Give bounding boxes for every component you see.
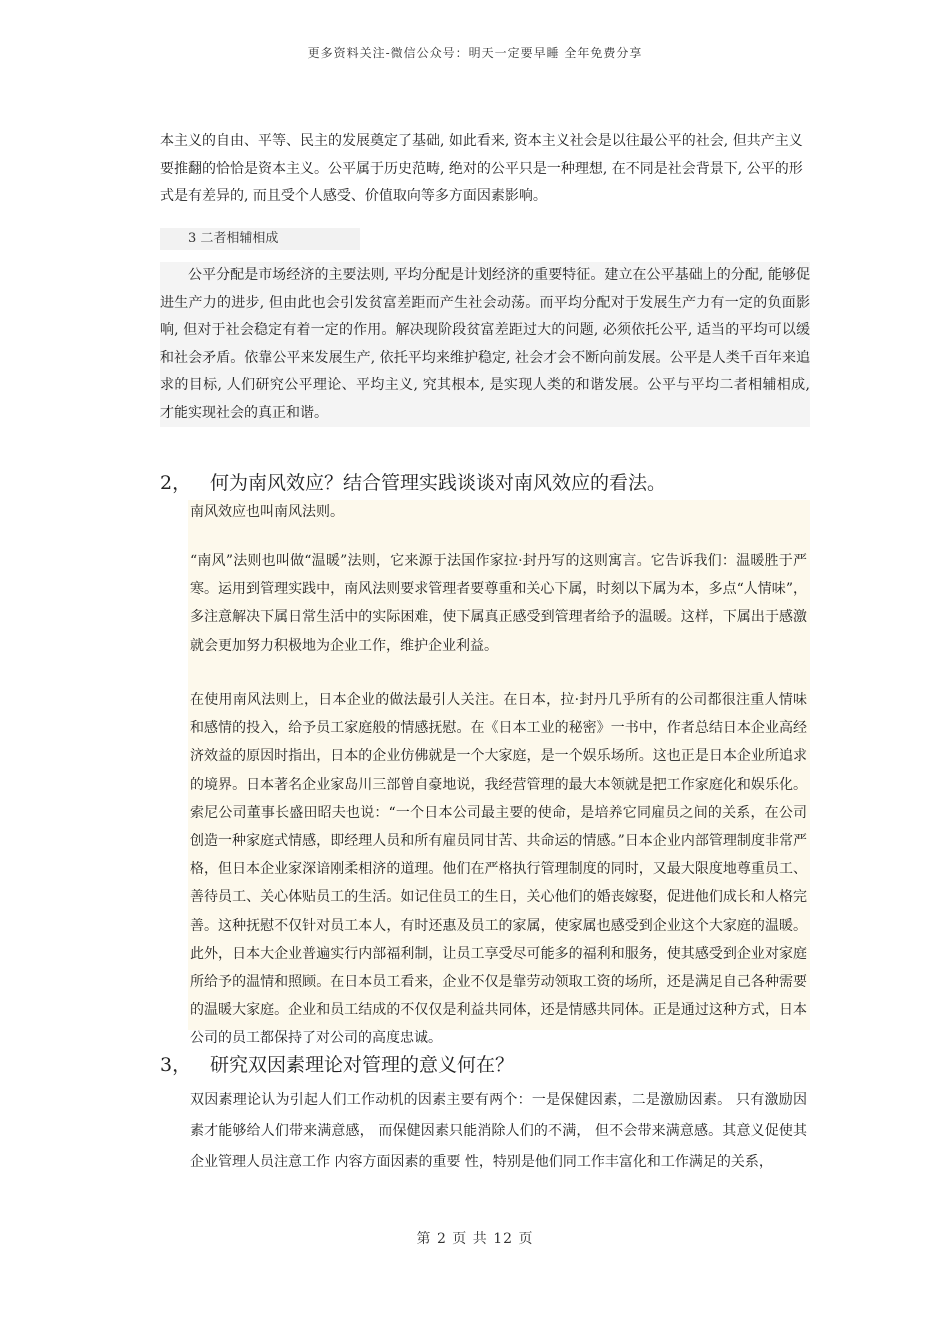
page-header: 更多资料关注-微信公众号：明天一定要早睡 全年免费分享 bbox=[307, 46, 643, 60]
paragraph-line: 本主义的自由、平等、民主的发展奠定了基础, 如此看来, 资本主义社会是以往最公平的社会, 但共产主义 bbox=[160, 133, 803, 149]
answer-paragraph-1 bbox=[190, 547, 807, 660]
question-3-heading bbox=[160, 1052, 514, 1078]
question-title: 研究双因素理论对管理的意义何在？ bbox=[210, 1054, 515, 1076]
question-number: 3， bbox=[160, 1054, 192, 1076]
paragraph-complementary bbox=[160, 262, 810, 427]
paragraph-fairness-conclusion bbox=[160, 128, 810, 211]
paragraph-text: 公平分配是市场经济的主要法则, 平均分配是计划经济的重要特征。建立在公平基础上的分配, 能够促进生产力的进步, 但由此也会引发贫富差距而产生社会动荡。而平均分配对于发展生产力有一定的负面影响, 但对于社会稳定有着一定的作用。解决现阶段贫富差距过大的问题, 必须依托公平, 适当的平均可以缓和社会矛盾。依靠公平来发展生产, 依托平均来维护稳定, 社会才会不断向前发展。公平是人类千百年来追求的目标, 人们研究公平理论、平均主义, 究其根本, 是实现人类的和谐发展。公平与平均二者相辅相成, 才能实现社会的真正和谐。 bbox=[160, 267, 810, 421]
question-2-heading bbox=[160, 470, 666, 496]
paragraph-text: “南风”法则也叫做“温暖”法则，它来源于法国作家拉·封丹写的这则寓言。它告诉我们：温暖胜于严寒。运用到管理实践中，南风法则要求管理者要尊重和关心下属，时刻以下属为本，多点“人情味”，多注意解决下属日常生活中的实际困难，使下属真正感受到管理者给予的温暖。这样，下属出于感激就会更加努力积极地为企业工作，维护企业利益。 bbox=[190, 553, 807, 654]
paragraph-text: 南风效应也叫南风法则。 bbox=[190, 504, 344, 520]
paragraph-line: 要推翻的恰恰是资本主义。公平属于历史范畴, 绝对的公平只是一种理想, 在不同是社会背景下, 公平的形 bbox=[160, 160, 803, 177]
question-number: 2， bbox=[160, 472, 192, 494]
page-number-footer: 第 2 页 共 12 页 bbox=[416, 1231, 534, 1247]
answer-paragraph-3 bbox=[190, 1085, 807, 1178]
paragraph-line: 式是有差异的, 而且受个人感受、价值取向等多方面因素影响。 bbox=[160, 188, 547, 204]
paragraph-text: 在使用南风法则上，日本企业的做法最引人关注。在日本，拉·封丹几乎所有的公司都很注重人情味和感情的投入，给予员工家庭般的情感抚慰。在《日本工业的秘密》一书中，作者总结日本企业高经济效益的原因时指出，日本的企业仿佛就是一个大家庭，是一个娱乐场所。这也正是日本企业所追求的境界。日本著名企业家岛川三部曾自豪地说，我经营管理的最大本领就是把工作家庭化和娱乐化。索尼公司董事长盛田昭夫也说：“一个日本公司最主要的使命，是培养它同雇员之间的关系，在公司创造一种家庭式情感，即经理人员和所有雇员同甘苦、共命运的情感。”日本企业内部管理制度非常严格，但日本企业家深谙刚柔相济的道理。他们在严格执行管理制度的同时，又最大限度地尊重员工、善待员工、关心体贴员工的生活。如记住员工的生日，关心他们的婚丧嫁娶，促进他们成长和人格完善。这种抚慰不仅针对员工本人，有时还惠及员工的家属，使家属也感受到企业这个大家庭的温暖。此外，日本大企业普遍实行内部福利制，让员工享受尽可能多的福利和服务，使其感受到企业对家庭所给予的温情和照顾。在日本员工看来，企业不仅是靠劳动领取工资的场所，还是满足自己各种需要的温暖大家庭。企业和员工结成的不仅仅是利益共同体，还是情感共同体。正是通过这种方式，日本公司的员工都保持了对公司的高度忠诚。 bbox=[190, 692, 807, 1047]
question-title: 何为南风效应？结合管理实践谈谈对南风效应的看法。 bbox=[210, 472, 667, 494]
answer-intro bbox=[190, 498, 807, 526]
section-subheading: 3 二者相辅相成 bbox=[160, 228, 360, 250]
paragraph-text: 双因素理论认为引起人们工作动机的因素主要有两个：一是保健因素，二是激励因素。 只有激励因素才能够给人们带来满意感， 而保健因素只能消除人们的不满， 但不会带来满意感。其意义促使其企业管理人员注意工作 内容方面因素的重要 性，特别是他们同工作丰富化和工作满足的关系， bbox=[190, 1092, 807, 1170]
answer-paragraph-2 bbox=[190, 686, 807, 1053]
